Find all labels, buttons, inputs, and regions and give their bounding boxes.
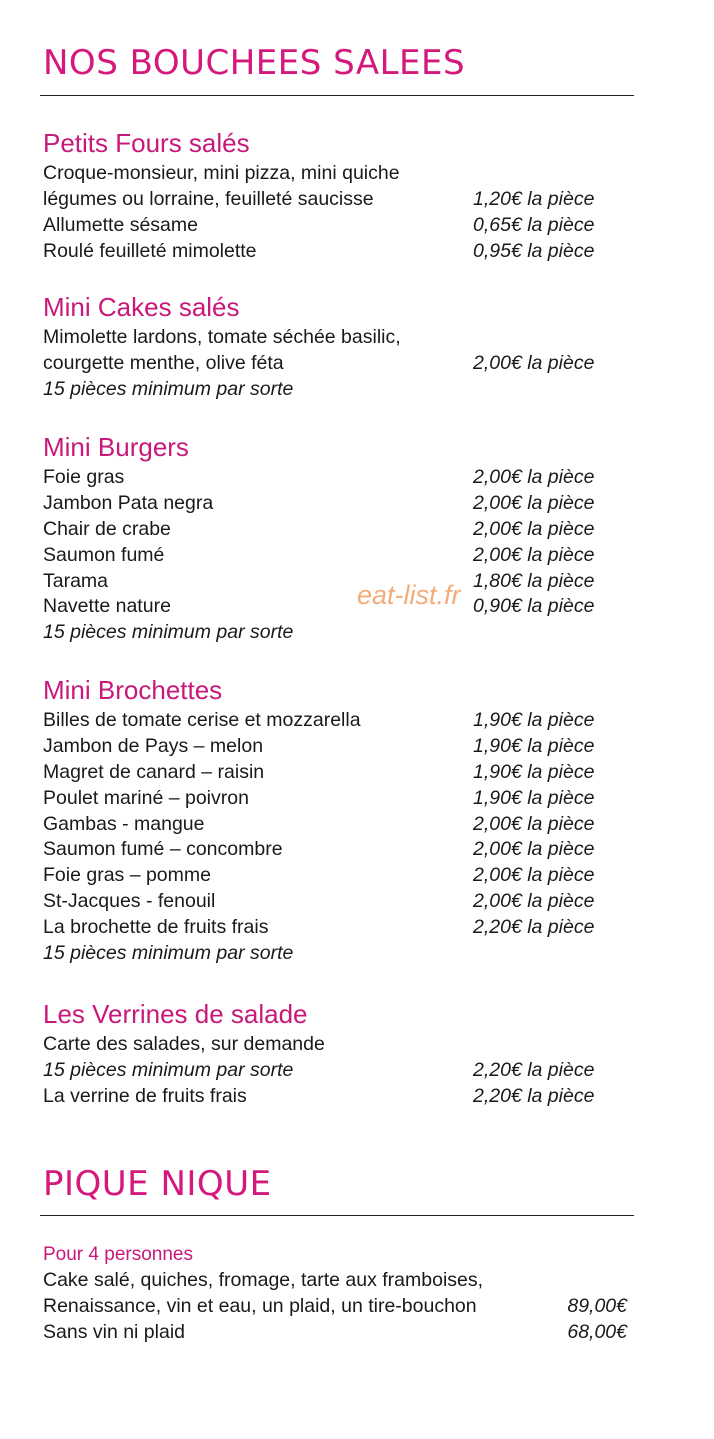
item-name: Jambon de Pays – melon [43, 734, 264, 757]
item-price: 0,90€ la pièce [473, 595, 595, 618]
picnic-title: PIQUE NIQUE [43, 1164, 272, 1204]
item-price: 2,00€ la pièce [473, 466, 595, 488]
item-price: 1,90€ la pièce [473, 734, 595, 757]
section-mini-cakes [43, 292, 623, 403]
item-name: Chair de crabe [43, 517, 171, 540]
menu-row [43, 351, 623, 377]
item-price: 68,00€ [567, 1320, 627, 1343]
menu-row [43, 239, 623, 265]
section-verrines [43, 999, 623, 1110]
item-price: 2,00€ la pièce [473, 351, 595, 374]
menu-row [43, 1320, 627, 1346]
item-price: 2,00€ la pièce [473, 491, 595, 514]
note-text: 15 pièces minimum par sorte [43, 942, 294, 965]
note-text: 15 pièces minimum par sorte [43, 1058, 294, 1081]
menu-row [43, 325, 623, 351]
page-title: NOS BOUCHEES SALEES [43, 43, 466, 83]
menu-row [43, 786, 623, 812]
item-name: Saumon fumé – concombre [43, 838, 283, 861]
item-price: 2,00€ la pièce [473, 864, 595, 887]
menu-row [43, 594, 623, 620]
item-price: 2,00€ la pièce [473, 517, 595, 540]
menu-row [43, 837, 623, 863]
section-title: Petits Fours salés [43, 128, 250, 158]
item-name: Billes de tomate cerise et mozzarella [43, 709, 361, 731]
item-name: La verrine de fruits frais [43, 1084, 247, 1107]
menu-row [43, 1058, 623, 1084]
menu-row [43, 863, 623, 889]
section-picnic [43, 1242, 627, 1346]
menu-row [43, 491, 623, 517]
item-price: 89,00€ [567, 1294, 627, 1317]
picnic-subtitle: Pour 4 personnes [43, 1244, 193, 1265]
item-name: Jambon Pata negra [43, 491, 214, 514]
section-mini-burgers [43, 432, 623, 646]
item-price: 2,00€ la pièce [473, 812, 595, 835]
minimum-note [43, 620, 623, 646]
item-name: Croque-monsieur, mini pizza, mini quiche [43, 162, 400, 184]
title-divider [40, 95, 634, 96]
minimum-note [43, 377, 623, 403]
item-price: 2,20€ la pièce [473, 1058, 595, 1081]
note-text: 15 pièces minimum par sorte [43, 621, 294, 644]
menu-row [43, 569, 623, 595]
item-price: 1,90€ la pièce [473, 760, 595, 783]
item-name: Mimolette lardons, tomate séchée basilic, [43, 326, 401, 348]
item-name: Tarama [43, 569, 109, 592]
menu-row [43, 465, 623, 491]
item-name: courgette menthe, olive féta [43, 351, 284, 374]
menu-row [43, 915, 623, 941]
item-name: Cake salé, quiches, fromage, tarte aux framboises, [43, 1269, 484, 1291]
menu-row [43, 734, 623, 760]
menu-row [43, 1032, 623, 1058]
item-name: Gambas - mangue [43, 812, 205, 835]
item-name: Carte des salades, sur demande [43, 1033, 325, 1055]
watermark: eat-list.fr [357, 580, 461, 610]
item-name: Poulet mariné – poivron [43, 786, 249, 809]
item-price: 1,20€ la pièce [473, 187, 595, 210]
menu-row [43, 1268, 623, 1294]
menu-row [43, 812, 623, 838]
minimum-note [43, 941, 623, 967]
item-name: La brochette de fruits frais [43, 916, 269, 939]
item-price: 2,20€ la pièce [473, 1084, 595, 1107]
item-price: 2,00€ la pièce [473, 543, 595, 566]
item-price: 1,90€ la pièce [473, 786, 595, 809]
item-name: Allumette sésame [43, 213, 198, 236]
item-name: Navette nature [43, 595, 171, 618]
item-price: 2,00€ la pièce [473, 890, 595, 913]
menu-row [43, 161, 623, 187]
item-name: Roulé feuilleté mimolette [43, 239, 257, 262]
note-text: 15 pièces minimum par sorte [43, 377, 294, 400]
item-price: 2,00€ la pièce [473, 838, 595, 861]
menu-row [43, 187, 623, 213]
item-name: légumes ou lorraine, feuilleté saucisse [43, 187, 374, 210]
item-price: 1,90€ la pièce [473, 709, 595, 731]
menu-row [43, 517, 623, 543]
menu-row [43, 213, 623, 239]
item-name: Saumon fumé [43, 543, 165, 566]
section-title: Mini Burgers [43, 432, 189, 462]
item-name: Foie gras [43, 466, 125, 488]
menu-row [43, 708, 623, 734]
item-name: Magret de canard – raisin [43, 760, 265, 783]
section-title: Mini Brochettes [43, 675, 223, 705]
item-price: 0,65€ la pièce [473, 213, 595, 236]
item-name: St-Jacques - fenouil [43, 890, 216, 913]
item-price: 1,80€ la pièce [473, 569, 595, 592]
picnic-divider [40, 1215, 634, 1216]
item-name: Renaissance, vin et eau, un plaid, un tire-bouchon [43, 1294, 477, 1317]
section-mini-brochettes [43, 675, 623, 967]
item-price: 0,95€ la pièce [473, 239, 595, 262]
item-name: Sans vin ni plaid [43, 1320, 186, 1343]
section-petits-fours [43, 128, 623, 265]
section-title: Mini Cakes salés [43, 292, 240, 322]
section-title: Les Verrines de salade [43, 999, 308, 1029]
item-price: 2,20€ la pièce [473, 916, 595, 939]
menu-row [43, 889, 623, 915]
menu-row [43, 543, 623, 569]
menu-row [43, 760, 623, 786]
menu-row [43, 1294, 627, 1320]
menu-row [43, 1084, 623, 1110]
item-name: Foie gras – pomme [43, 864, 211, 887]
